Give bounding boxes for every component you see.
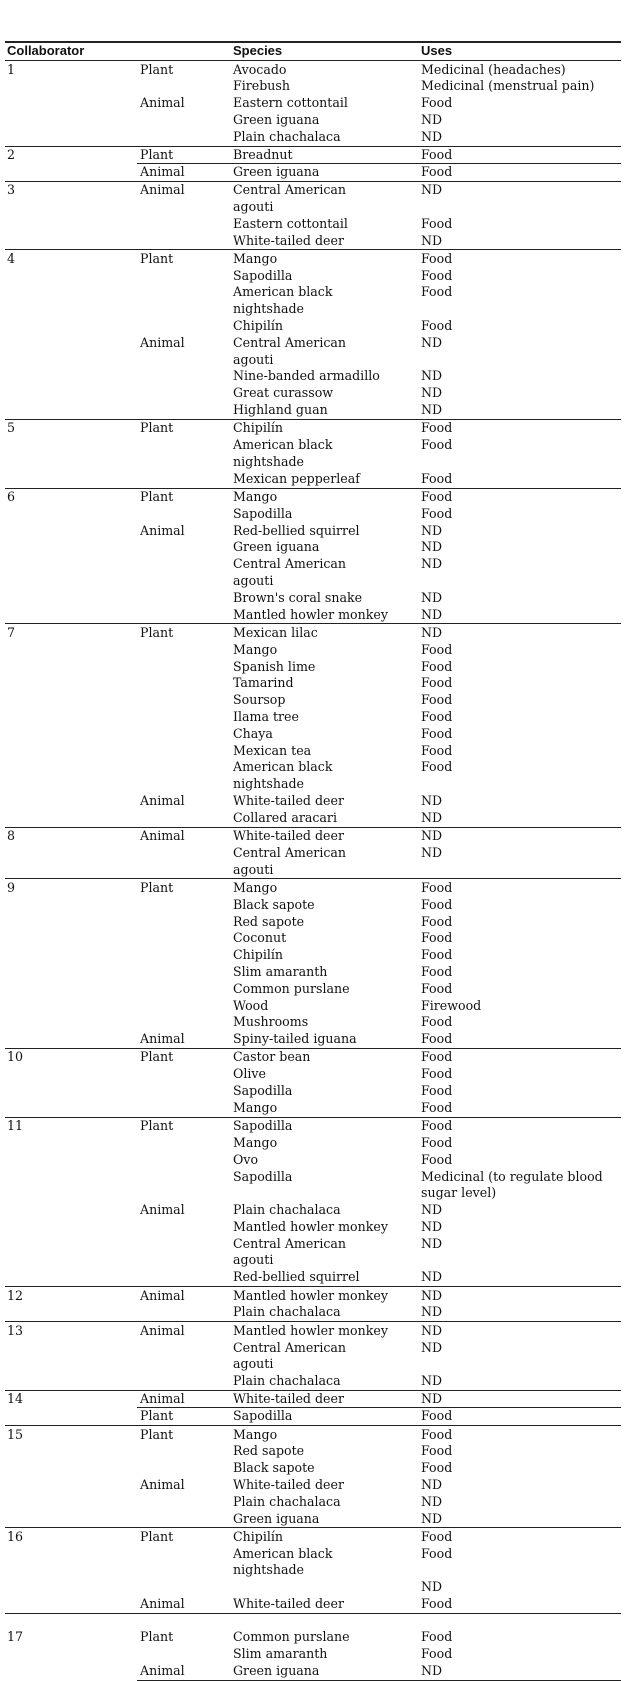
species-cell: Nine-banded armadillo xyxy=(233,368,380,384)
use-cell: ND xyxy=(421,589,443,605)
use-cell: ND xyxy=(421,1493,443,1509)
species-cell: Spiny-tailed iguana xyxy=(233,1031,357,1047)
use-cell: Food xyxy=(421,658,453,674)
species-cell: Plain chachalaca xyxy=(233,1373,341,1389)
species-cell: Mantled howler monkey xyxy=(233,1287,388,1303)
species-cell: Sapodilla xyxy=(233,267,293,283)
collaborator-id: 1 xyxy=(7,61,16,77)
collaborator-id: 10 xyxy=(7,1049,24,1065)
type-label: Animal xyxy=(140,1476,185,1492)
species-cell: White-tailed deer xyxy=(233,1476,344,1492)
species-cell: Plain chachalaca xyxy=(233,128,341,144)
species-cell: Red sapote xyxy=(233,913,305,929)
species-cell: White-tailed deer xyxy=(233,1596,344,1611)
species-cell: Tamarind xyxy=(233,675,294,691)
type-label: Animal xyxy=(140,95,185,111)
use-cell: ND xyxy=(421,792,443,808)
use-cell: Food xyxy=(421,437,453,453)
use-cell: ND xyxy=(421,1218,443,1234)
collaborator-id: 7 xyxy=(7,624,16,640)
use-cell: ND xyxy=(421,828,443,843)
use-cell: ND xyxy=(421,334,443,350)
type-label: Animal xyxy=(140,1287,185,1303)
species-cell: Mexican tea xyxy=(233,742,312,758)
use-cell: ND xyxy=(421,624,443,640)
species-cell: Green iguana xyxy=(233,163,320,179)
type-label: Animal xyxy=(140,792,185,808)
species-cell: Castor bean xyxy=(233,1049,311,1065)
species-cell: Eastern cottontail xyxy=(233,95,348,111)
collaborator-id: 13 xyxy=(7,1322,24,1338)
species-cell: Green iguana xyxy=(233,1510,320,1526)
use-cell: Food xyxy=(421,250,453,266)
use-cell: Food xyxy=(421,1049,453,1065)
species-cell: Avocado xyxy=(233,61,287,77)
species-cell: Green iguana xyxy=(233,539,320,555)
species-cell: White-tailed deer xyxy=(233,1391,344,1407)
use-cell: ND xyxy=(421,1235,443,1251)
use-cell: Food xyxy=(421,1134,453,1150)
species-cell: White-tailed deer xyxy=(233,232,344,248)
species-cell: Soursop xyxy=(233,692,286,708)
species-cell: Spanish lime xyxy=(233,658,316,674)
use-cell: Food xyxy=(421,1460,453,1476)
use-cell: Food xyxy=(421,675,453,691)
use-cell: ND xyxy=(421,1579,443,1595)
use-cell: Food xyxy=(421,980,453,996)
use-cell: ND xyxy=(421,844,443,860)
species-cell: Central American agouti xyxy=(233,334,347,367)
species-cell: Sapodilla xyxy=(233,1118,293,1134)
use-cell: Food xyxy=(421,742,453,758)
use-cell: Food xyxy=(421,284,453,300)
species-cell: White-tailed deer xyxy=(233,792,344,808)
use-cell: Food xyxy=(421,163,453,179)
type-label: Plant xyxy=(140,1049,174,1065)
species-cell: Collared aracari xyxy=(233,809,337,825)
species-cell: Mantled howler monkey xyxy=(233,1322,388,1338)
use-cell: Food xyxy=(421,1596,453,1611)
use-cell: Food xyxy=(421,1118,453,1134)
use-cell: Food xyxy=(421,1443,453,1459)
species-cell: Sapodilla xyxy=(233,1083,293,1098)
use-cell: Food xyxy=(421,1408,453,1424)
species-cell: Breadnut xyxy=(233,147,293,162)
use-cell: ND xyxy=(421,1202,443,1218)
use-cell: Food xyxy=(421,489,453,504)
species-cell: American black nightshade xyxy=(233,759,333,792)
use-cell: Food xyxy=(421,759,453,775)
use-cell: ND xyxy=(421,1322,443,1338)
collaborator-id: 3 xyxy=(7,182,16,198)
species-cell: Common purslane xyxy=(233,1629,350,1645)
use-cell: Food xyxy=(421,147,453,162)
use-cell: Food xyxy=(421,267,453,283)
use-cell: Food xyxy=(421,708,453,724)
species-cell: American black nightshade xyxy=(233,437,333,469)
type-label: Animal xyxy=(140,1031,185,1047)
use-cell: Food xyxy=(421,913,453,929)
use-cell: Food xyxy=(421,1426,453,1442)
use-cell: ND xyxy=(421,232,443,248)
use-cell: ND xyxy=(421,128,443,144)
species-cell: Plain chachalaca xyxy=(233,1202,341,1218)
collaborator-id: 15 xyxy=(7,1426,24,1442)
use-cell: ND xyxy=(421,556,443,572)
species-cell: Central American agouti xyxy=(233,844,347,877)
header-species: Species xyxy=(233,43,283,58)
species-cell: Central American agouti xyxy=(233,1235,347,1268)
use-cell: Food xyxy=(421,930,453,946)
type-label: Plant xyxy=(140,489,174,504)
species-cell: Black sapote xyxy=(233,1460,315,1476)
type-label: Plant xyxy=(140,1408,174,1424)
species-cell: Black sapote xyxy=(233,896,315,912)
species-cell: Firebush xyxy=(233,78,290,94)
type-label: Animal xyxy=(140,828,185,843)
species-cell: Green iguana xyxy=(233,1662,320,1678)
use-cell: ND xyxy=(421,809,443,825)
species-cell: Central American agouti xyxy=(233,182,347,214)
type-label: Plant xyxy=(140,879,174,895)
use-cell: Food xyxy=(421,1014,453,1030)
species-cell: Plain chachalaca xyxy=(233,1304,341,1320)
type-label: Animal xyxy=(140,1662,185,1678)
species-cell: Red sapote xyxy=(233,1443,305,1459)
header-uses: Uses xyxy=(421,43,453,58)
species-cell: Mexican lilac xyxy=(233,624,318,640)
species-cell: Mango xyxy=(233,1426,278,1442)
use-cell: Food xyxy=(421,318,453,333)
species-cell: Mango xyxy=(233,489,278,504)
use-cell: Food xyxy=(421,692,453,708)
use-cell: Food xyxy=(421,1099,453,1115)
species-cell: Slim amaranth xyxy=(233,963,328,979)
use-cell: Food xyxy=(421,420,453,436)
species-cell: Ilama tree xyxy=(233,708,299,724)
type-label: Plant xyxy=(140,624,174,640)
type-label: Animal xyxy=(140,334,185,350)
species-cell: Great curassow xyxy=(233,385,334,401)
type-label: Plant xyxy=(140,61,174,77)
species-cell: Common purslane xyxy=(233,980,350,996)
table-top-rule xyxy=(5,41,621,43)
collaborator-id: 4 xyxy=(7,250,16,266)
use-cell: ND xyxy=(421,1269,443,1285)
collaborator-rule xyxy=(5,1613,621,1614)
collaborator-id: 16 xyxy=(7,1528,24,1544)
species-cell: Central American agouti xyxy=(233,556,347,588)
use-cell: ND xyxy=(421,1304,443,1320)
species-cell: Wood xyxy=(233,997,269,1013)
use-cell: Food xyxy=(421,947,453,963)
use-cell: ND xyxy=(421,385,443,401)
collaborator-id: 2 xyxy=(7,147,16,162)
use-cell: Food xyxy=(421,1066,453,1082)
species-cell: Mantled howler monkey xyxy=(233,1218,388,1234)
type-label: Plant xyxy=(140,1629,174,1645)
use-cell: Medicinal (headaches) xyxy=(421,61,566,77)
species-cell: Sapodilla xyxy=(233,505,293,521)
species-cell: Green iguana xyxy=(233,111,320,127)
use-cell: Food xyxy=(421,95,453,111)
use-cell: Firewood xyxy=(421,997,482,1013)
use-cell: ND xyxy=(421,539,443,555)
use-cell: Medicinal (menstrual pain) xyxy=(421,78,595,94)
species-cell: Chipilín xyxy=(233,947,284,963)
type-label: Animal xyxy=(140,163,185,179)
use-cell: ND xyxy=(421,1287,443,1303)
type-label: Animal xyxy=(140,1322,185,1338)
use-cell: ND xyxy=(421,1662,443,1678)
species-cell: Plain chachalaca xyxy=(233,1493,341,1509)
species-cell: Red-bellied squirrel xyxy=(233,1269,360,1285)
species-cell: White-tailed deer xyxy=(233,828,344,843)
species-cell: Mango xyxy=(233,1134,278,1150)
species-cell: Chipilín xyxy=(233,420,284,436)
type-label: Plant xyxy=(140,1528,174,1544)
species-cell: Ovo xyxy=(233,1151,259,1167)
use-cell: Food xyxy=(421,1528,453,1544)
species-cell: Chipilín xyxy=(233,1528,284,1544)
use-cell: ND xyxy=(421,1476,443,1492)
collaborator-id: 9 xyxy=(7,879,16,895)
type-label: Plant xyxy=(140,250,174,266)
use-cell: Food xyxy=(421,725,453,741)
use-cell: Food xyxy=(421,879,453,895)
use-cell: ND xyxy=(421,1391,443,1407)
type-label: Animal xyxy=(140,522,185,538)
collaborator-id: 14 xyxy=(7,1391,24,1407)
species-cell: American black nightshade xyxy=(233,1545,333,1578)
header-collaborator: Collaborator xyxy=(7,43,85,58)
type-label: Animal xyxy=(140,1596,185,1611)
type-label: Animal xyxy=(140,1391,185,1407)
species-cell: Olive xyxy=(233,1066,266,1082)
collaborator-id: 5 xyxy=(7,420,16,436)
species-cell: Mango xyxy=(233,641,278,657)
type-label: Plant xyxy=(140,1118,174,1134)
use-cell: Food xyxy=(421,1083,453,1098)
species-cell: Mexican pepperleaf xyxy=(233,470,360,486)
type-label: Plant xyxy=(140,147,174,162)
species-cell: Brown's coral snake xyxy=(233,589,363,605)
collaborator-id: 12 xyxy=(7,1287,24,1303)
use-cell: ND xyxy=(421,1339,443,1355)
species-cell: Chaya xyxy=(233,725,273,741)
species-cell: Red-bellied squirrel xyxy=(233,522,360,538)
use-cell: Medicinal (to regulate blood sugar level) xyxy=(421,1168,603,1201)
use-cell: Food xyxy=(421,641,453,657)
species-cell: Chipilín xyxy=(233,318,284,333)
use-cell: ND xyxy=(421,368,443,384)
species-cell: Mushrooms xyxy=(233,1014,309,1030)
type-label: Animal xyxy=(140,182,185,198)
species-cell: Sapodilla xyxy=(233,1408,293,1424)
collaborator-id: 6 xyxy=(7,489,16,504)
use-cell: ND xyxy=(421,1510,443,1526)
species-cell: Sapodilla xyxy=(233,1168,293,1184)
collaborator-id: 11 xyxy=(7,1118,24,1134)
species-cell: Mango xyxy=(233,879,278,895)
use-cell: Food xyxy=(421,505,453,521)
use-cell: ND xyxy=(421,402,443,417)
species-cell: Central American agouti xyxy=(233,1339,347,1372)
use-cell: Food xyxy=(421,1629,453,1645)
species-cell: Eastern cottontail xyxy=(233,215,348,231)
collaborator-id: 17 xyxy=(7,1629,24,1645)
type-label: Animal xyxy=(140,1202,185,1218)
use-cell: Food xyxy=(421,1151,453,1167)
use-cell: Food xyxy=(421,896,453,912)
species-cell: American black nightshade xyxy=(233,284,333,317)
species-cell: Mantled howler monkey xyxy=(233,606,388,622)
collaborator-id: 8 xyxy=(7,828,16,843)
use-cell: ND xyxy=(421,182,443,198)
type-label: Plant xyxy=(140,420,174,436)
use-cell: Food xyxy=(421,1545,453,1561)
use-cell: ND xyxy=(421,606,443,622)
species-cell: Coconut xyxy=(233,930,287,946)
use-cell: Food xyxy=(421,215,453,231)
use-cell: ND xyxy=(421,1373,443,1389)
use-cell: Food xyxy=(421,1031,453,1047)
use-cell: Food xyxy=(421,470,453,486)
species-cell: Mango xyxy=(233,1099,278,1115)
species-cell: Highland guan xyxy=(233,402,328,417)
use-cell: ND xyxy=(421,522,443,538)
species-cell: Mango xyxy=(233,250,278,266)
species-cell: Slim amaranth xyxy=(233,1646,328,1662)
use-cell: Food xyxy=(421,1646,453,1662)
use-cell: ND xyxy=(421,111,443,127)
use-cell: Food xyxy=(421,963,453,979)
type-label: Plant xyxy=(140,1426,174,1442)
